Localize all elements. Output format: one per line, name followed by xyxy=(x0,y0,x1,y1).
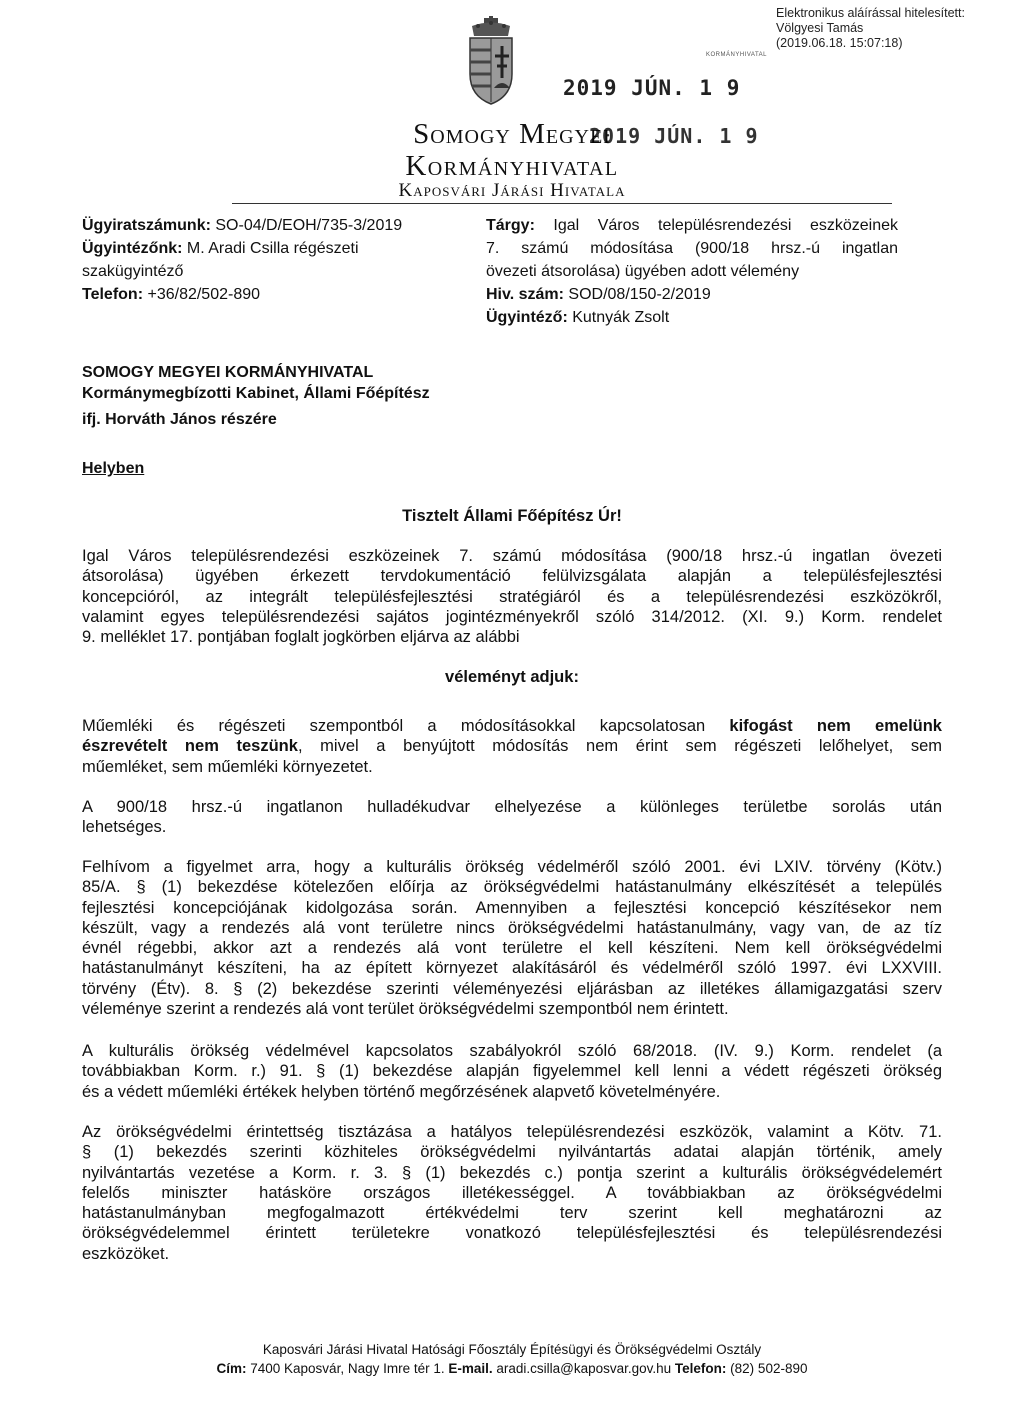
text-line: lehetséges. xyxy=(82,818,167,837)
date-stamp-overlay: 2019 JÚN. 1 9 xyxy=(589,124,759,148)
subject-line-3: övezeti átsorolása) ügyében adott vélemény xyxy=(486,263,800,280)
reference-officer: Ügyintéző: Kutnyák Zsolt xyxy=(486,309,670,326)
text-line: felelős miniszter hatásköre országos illetékességgel. A továbbiakban az örökségvédelmi xyxy=(82,1183,942,1202)
addressee-person: ifj. Horváth János részére xyxy=(82,411,277,428)
case-officer-role: szakügyintéző xyxy=(82,263,184,280)
case-number: Ügyiratszámunk: SO-04/D/EOH/735-3/2019 xyxy=(82,217,403,234)
footer-contact: Cím: 7400 Kaposvár, Nagy Imre tér 1. E-mail. aradi.csilla@kaposvar.gov.hu Telefon: (82) 502-890 xyxy=(216,1361,808,1376)
subject-line-1: Tárgy: Igal Város településrendezési eszközeinek xyxy=(486,217,898,234)
text-line: átsorolása) ügyében érkezett tervdokumentáció felülvizsgálata alapján a településfejlesztési xyxy=(82,567,942,586)
text-line: Műemléki és régészeti szempontból a módosításokkal kapcsolatosan kifogást nem emelünk xyxy=(82,717,942,735)
signature-timestamp: (2019.06.18. 15:07:18) xyxy=(776,36,903,50)
text-line: és a védett műemléki értékek helyben történő megőrzésének alapvető követelményére. xyxy=(82,1082,721,1101)
text-line: hatástanulmányban megfogalmazott értékvédelmi terv szerint kell meghatározni az xyxy=(82,1204,942,1223)
text-line: eszközöket. xyxy=(82,1244,170,1263)
text-line: koncepcióról, az integrált településfejlesztési stratégiáról és a településrendezési eszközökről, xyxy=(82,587,942,606)
paragraph-registry xyxy=(82,1122,942,1264)
text-line: Igal Város településrendezési eszközeinek 7. számú módosítása (900/18 hrsz.-ú ingatlan övezeti xyxy=(82,547,942,565)
text-line: valamint egyes településrendezési sajátos jogintézményekről szóló 314/2012. (XI. 9.) Korm. rendelet xyxy=(82,607,942,626)
tiny-stamp-text: KORMÁNYHIVATAL xyxy=(706,52,768,58)
text-line: A kulturális örökség védelmével kapcsolatos szabályokról szóló 68/2018. (IV. 9.) Korm. rendelet (a xyxy=(82,1042,942,1060)
header-divider xyxy=(232,203,892,204)
case-officer: Ügyintézőnk: M. Aradi Csilla régészeti xyxy=(82,240,359,257)
paragraph-waste-yard xyxy=(82,797,942,838)
signature-block xyxy=(776,6,965,51)
addressee-location: Helyben xyxy=(82,460,145,477)
addressee-dept: Kormánymegbízotti Kabinet, Állami Főépítész xyxy=(82,385,430,402)
signature-name: Völgyesi Tamás xyxy=(776,21,864,35)
subject-line-2: 7. számú módosítása (900/18 hrsz.-ú ingatlan xyxy=(486,240,898,257)
text-line: véleménye szerint a rendezés alá vont terület örökségvédelmi szempontból nem érintett. xyxy=(82,1000,729,1019)
text-line: műemléket, sem műemléki környezetet. xyxy=(82,757,373,776)
reference-number: Hiv. szám: SOD/08/150-2/2019 xyxy=(486,286,711,303)
text-line: nyilvántartás vezetése a Korm. r. 3. § (1) bekezdés c.) pontja szerint a kulturális örökségvédelemért xyxy=(82,1163,942,1182)
text-line: készült, vagy a rendezés alá vont területre nincs örökségvédelmi hatástanulmány, vagy van, de az tíz xyxy=(82,918,942,937)
case-phone: Telefon: +36/82/502-890 xyxy=(82,286,261,303)
text-line: Az örökségvédelmi érintettség tisztázása a hatályos településrendezési eszközök, valamint a Kötv. 71. xyxy=(82,1123,942,1141)
text-line: továbbiakban Korm. r.) 91. § (1) bekezdése alapján figyelemmel kell lenni a védett régészeti örökség xyxy=(82,1062,942,1081)
addressee-org: SOMOGY MEGYEI KORMÁNYHIVATAL xyxy=(82,364,374,381)
text-line: 85/A. § (1) bekezdése kötelezően előírja az örökségvédelmi hatástanulmány elkészítését a település xyxy=(82,878,942,897)
org-name-line-3: Kaposvári Járási Hivatala xyxy=(398,180,626,201)
addressee-block xyxy=(82,362,430,430)
paragraph-heritage-study xyxy=(82,857,942,1019)
case-details xyxy=(82,214,427,306)
paragraph-opinion xyxy=(82,716,942,777)
text-line: 9. melléklet 17. pontjában foglalt jogkörben eljárva az alábbi xyxy=(82,628,520,647)
text-line: hatástanulmányt készíteni, ha az épített környezet alakításáról és védelméről szóló 1997. évi LXXVIII. xyxy=(82,959,942,978)
footer xyxy=(82,1340,942,1378)
coat-of-arms-icon xyxy=(462,16,520,108)
subject-details xyxy=(486,214,898,329)
text-line: § (1) bekezdés szerinti közhiteles örökségvédelmi nyilvántartás adatai alapján történik, amely xyxy=(82,1143,942,1162)
text-line: észrevételt nem teszünk, mivel a benyújtott módosítás nem érint sem régészeti lelőhelyet, sem xyxy=(82,737,942,756)
org-name-line-1: Somogy Megyei xyxy=(413,118,611,150)
footer-email: aradi.csilla@kaposvar.gov.hu xyxy=(492,1361,675,1376)
paragraph-regulation xyxy=(82,1041,942,1102)
footer-department: Kaposvári Járási Hivatal Hatósági Főosztály Építésügyi és Örökségvédelmi Osztály xyxy=(262,1342,762,1357)
text-line: fejlesztési koncepciójának kidolgozása során. Amennyiben a fejlesztési koncepció készítésekor nem xyxy=(82,898,942,917)
opinion-heading: véleményt adjuk: xyxy=(445,668,579,686)
text-line: örökségvédelemmel érintett területekre vonatkozó településfejlesztési és településrendezési xyxy=(82,1224,942,1243)
salutation: Tisztelt Állami Főépítész Úr! xyxy=(402,507,622,525)
text-line: Felhívom a figyelmet arra, hogy a kulturális örökség védelméről szóló 2001. évi LXIV. törvény (Kötv.) xyxy=(82,858,942,876)
text-line: A 900/18 hrsz.-ú ingatlanon hulladékudvar elhelyezése a különleges területbe sorolás után xyxy=(82,798,942,816)
signature-line-1: Elektronikus aláírással hitelesített: xyxy=(776,6,965,20)
text-line: évnél régebbi, akkor azt a rendezés alá vont területre el kell készíteni. Nem kell örökségvédelmi xyxy=(82,939,942,958)
date-stamp: 2019 JÚN. 1 9 xyxy=(563,76,741,100)
paragraph-intro xyxy=(82,546,942,647)
text-line: törvény (Étv). 8. § (2) bekezdése szerinti véleményezési eljárásban az illetékes államigazgatási szerv xyxy=(82,979,942,998)
org-name-line-2: Kormányhivatal xyxy=(405,150,619,182)
